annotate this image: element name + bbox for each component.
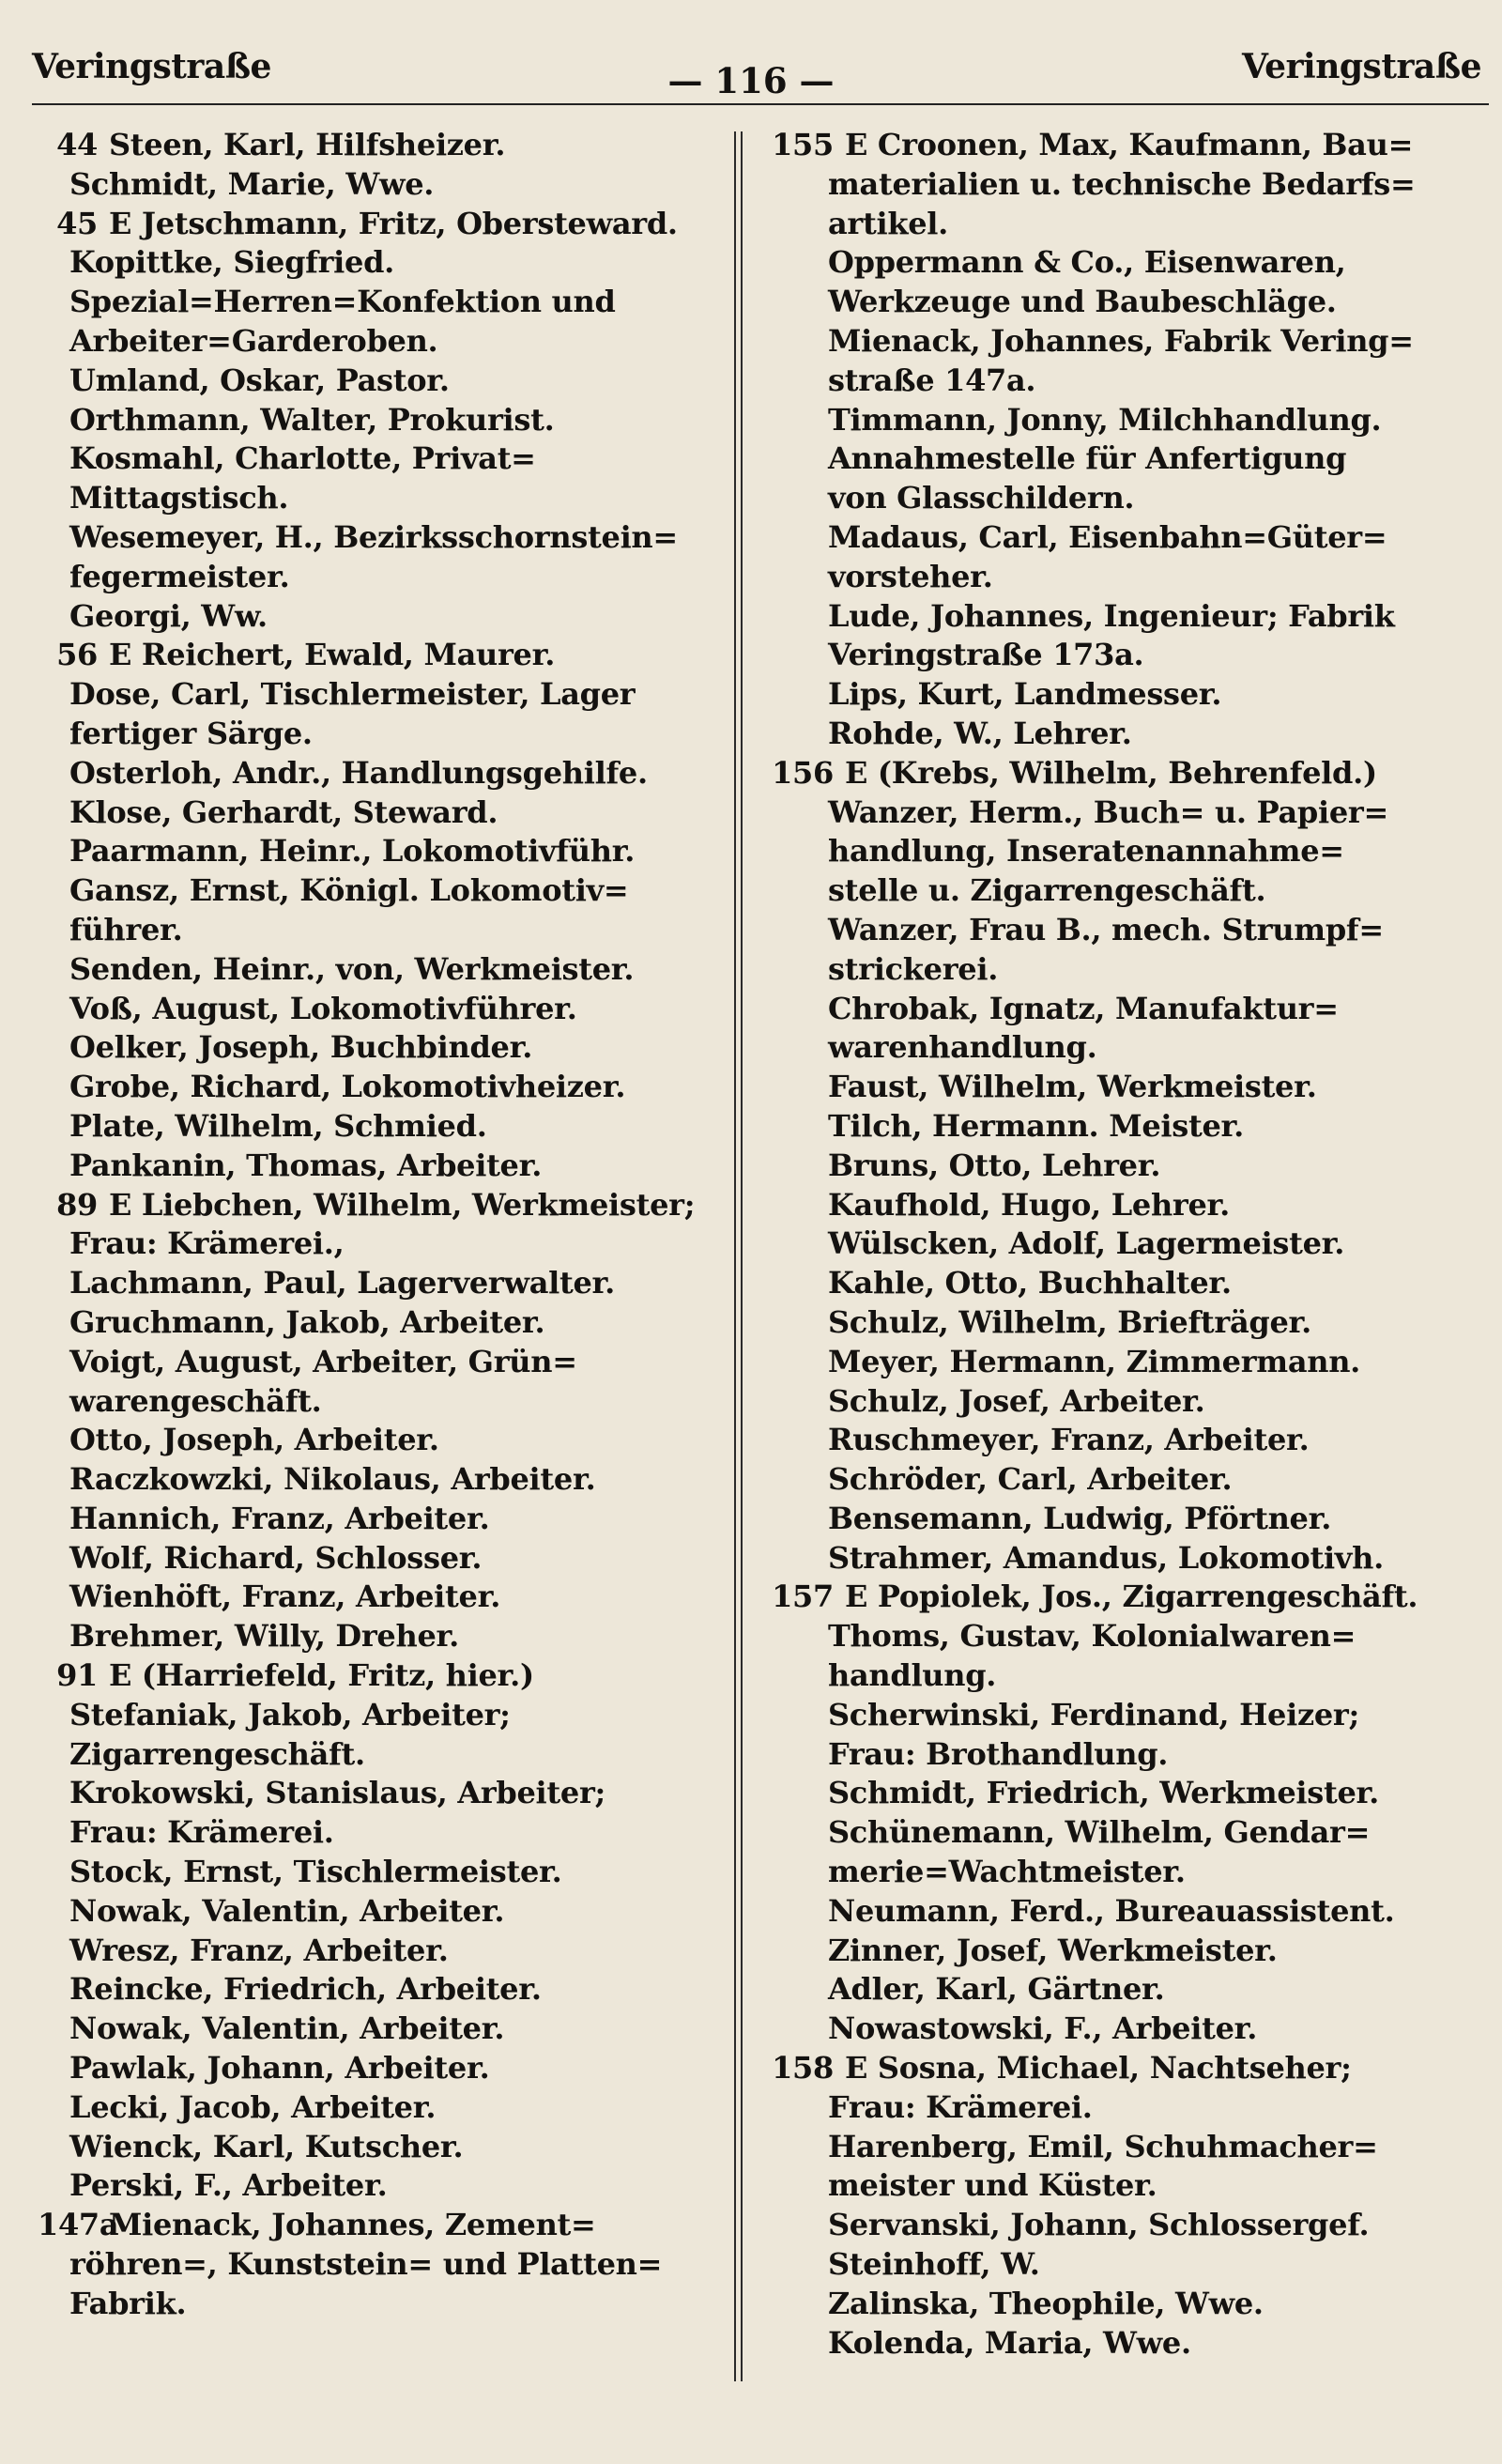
left-entry-line [38,597,723,637]
entry-text: Nowastowski, F., Arbeiter. [828,2010,1258,2047]
house-number: 89 [56,1186,98,1223]
right-entry-line [755,1500,1496,1539]
entry-text: Schünemann, Wilhelm, Gendar= [828,1814,1371,1851]
entry-text: Tilch, Hermann. Meister. [828,1107,1244,1144]
page-number: — 116 — [667,60,835,101]
entry-text: Thoms, Gustav, Kolonialwaren= [828,1618,1356,1655]
right-entry-line [755,439,1496,479]
right-entry-line [755,2245,1496,2285]
entry-text: Spezial=Herren=Konfektion und [69,284,616,320]
entry-text: Adler, Karl, Gärtner. [828,1971,1165,2008]
left-entry-line [38,2010,723,2049]
left-entry-line [38,1774,723,1813]
entry-text: Schulz, Wilhelm, Briefträger. [828,1303,1312,1340]
left-entry-line [38,1735,723,1775]
right-entry-line [755,2166,1496,2206]
left-entry-line [38,1853,723,1892]
right-entry-line [755,2206,1496,2245]
entry-text: straße 147a. [828,362,1036,398]
entry-text: Lude, Johannes, Ingenieur; Fabrik [828,597,1395,634]
entry-text: E (Krebs, Wilhelm, Behrenfeld.) [845,754,1377,791]
entry-text: Wanzer, Herm., Buch= u. Papier= [828,793,1388,830]
entry-text: Schmidt, Marie, Wwe. [69,165,435,202]
entry-text: Wesemeyer, H., Bezirksschornstein= [69,518,678,555]
right-entry-line [755,754,1496,793]
right-entry-line [755,283,1496,322]
running-head-right: Veringstraße [1242,47,1481,86]
right-entry-line [755,1932,1496,1971]
entry-text: Zinner, Josef, Werkmeister. [828,1932,1278,1968]
entry-text: Kaufhold, Hugo, Lehrer. [828,1186,1231,1223]
left-column [38,126,723,2324]
entry-text: Kahle, Otto, Buchhalter. [828,1265,1232,1301]
left-entry-line [38,1382,723,1422]
entry-text: Harenberg, Emil, Schuhmacher= [828,2128,1378,2164]
right-entry-line [755,950,1496,990]
left-entry-line [38,754,723,793]
entry-text: E Popiolek, Jos., Zigarrengeschäft. [845,1578,1418,1615]
entry-text: Reincke, Friedrich, Arbeiter. [69,1971,542,2008]
left-entry-line [38,1421,723,1460]
left-entry-line [38,950,723,990]
column-divider [734,131,743,2381]
right-entry-line [755,1460,1496,1500]
left-entry-line [38,283,723,322]
entry-text: stelle u. Zigarrengeschäft. [828,872,1266,909]
right-entry-line [755,1028,1496,1068]
left-entry-line [38,518,723,558]
entry-text: Annahmestelle für Anfertigung [828,440,1347,477]
entry-text: Stefaniak, Jakob, Arbeiter; [69,1696,511,1732]
entry-text: Steinhoff, W. [828,2246,1040,2283]
right-entry-line [755,2010,1496,2049]
entry-text: Steen, Karl, Hilfsheizer. [109,127,506,162]
entry-text: warenhandlung. [828,1029,1097,1066]
entry-text: Nowak, Valentin, Arbeiter. [69,1892,505,1929]
left-entry-line [38,1068,723,1107]
right-entry-line [755,1735,1496,1775]
left-entry-line [38,832,723,871]
right-entry-line [755,1186,1496,1225]
left-entry-line [38,990,723,1029]
entry-text: Frau: Brothandlung. [828,1735,1169,1772]
entry-text: Rohde, W., Lehrer. [828,715,1132,751]
right-entry-line [755,1970,1496,2010]
left-entry-line [38,1460,723,1500]
entry-text: Frau: Krämerei. [828,2088,1093,2125]
house-number: 56 [56,637,98,673]
entry-text: Arbeiter=Garderoben. [69,322,438,359]
right-entry-line [755,165,1496,205]
right-entry-line [755,832,1496,871]
entry-text: führer. [69,911,183,947]
right-column [755,126,1496,2363]
right-entry-line [755,715,1496,754]
entry-text: Voß, August, Lokomotivführer. [69,990,577,1026]
left-entry-line [38,636,723,675]
entry-text: strickerei. [828,950,999,987]
left-entry-line [38,1264,723,1303]
right-entry-line [755,1107,1496,1147]
entry-text: Madaus, Carl, Eisenbahn=Güter= [828,518,1387,555]
entry-text: Stock, Ernst, Tischlermeister. [69,1854,562,1890]
left-entry-line [38,1656,723,1696]
entry-text: Osterloh, Andr., Handlungsgehilfe. [69,754,648,791]
entry-text: Gansz, Ernst, Königl. Lokomotiv= [69,872,629,909]
right-entry-line [755,675,1496,715]
right-entry-line [755,2128,1496,2167]
entry-text: Otto, Joseph, Arbeiter. [69,1422,439,1458]
entry-text: Grobe, Richard, Lokomotivheizer. [69,1069,626,1105]
left-entry-line [38,1696,723,1735]
entry-text: warengeschäft. [69,1382,322,1419]
left-entry-line [38,322,723,362]
entry-text: Senden, Heinr., von, Werkmeister. [69,950,635,987]
entry-text: Strahmer, Amandus, Lokomotivh. [828,1539,1384,1576]
entry-text: Brehmer, Willy, Dreher. [69,1618,459,1655]
entry-text: Dose, Carl, Tischlermeister, Lager [69,676,636,713]
header-rule [32,103,1489,105]
entry-text: Voigt, August, Arbeiter, Grün= [69,1343,577,1379]
entry-text: Neumann, Ferd., Bureauassistent. [828,1892,1395,1929]
right-entry-line [755,558,1496,597]
left-entry-line [38,2088,723,2128]
entry-text: Kopittke, Siegfried. [69,244,395,281]
right-entry-line [755,2049,1496,2088]
entry-text: Schmidt, Friedrich, Werkmeister. [828,1775,1379,1811]
left-entry-line [38,439,723,479]
left-entry-line [38,1892,723,1932]
left-entry-line [38,1107,723,1147]
left-entry-line [38,1617,723,1656]
left-entry-line [38,1224,723,1264]
right-entry-line [755,1382,1496,1422]
left-entry-line [38,243,723,283]
left-entry-line [38,1813,723,1853]
entry-text: Wienck, Karl, Kutscher. [69,2128,464,2164]
right-entry-line [755,1224,1496,1264]
right-entry-line [755,597,1496,637]
right-entry-line [755,1068,1496,1107]
entry-text: Wolf, Richard, Schlosser. [69,1539,483,1576]
right-entry-line [755,1656,1496,1696]
entry-text: Pawlak, Johann, Arbeiter. [69,2050,490,2087]
entry-text: handlung. [828,1657,997,1694]
entry-text: Chrobak, Ignatz, Manufaktur= [828,990,1339,1026]
entry-text: Paarmann, Heinr., Lokomotivführ. [69,833,636,870]
entry-text: Pankanin, Thomas, Arbeiter. [69,1147,543,1183]
entry-text: Mittagstisch. [69,480,289,516]
entry-text: Mienack, Johannes, Fabrik Vering= [828,322,1414,359]
left-entry-line [38,2049,723,2088]
right-entry-line [755,1853,1496,1892]
entry-text: Faust, Wilhelm, Werkmeister. [828,1069,1317,1105]
entry-text: Kosmahl, Charlotte, Privat= [69,440,536,477]
running-head-left: Veringstraße [32,47,271,86]
entry-text: Raczkowzki, Nikolaus, Arbeiter. [69,1461,596,1498]
right-entry-line [755,1774,1496,1813]
right-entry-line [755,636,1496,675]
left-entry-line [38,205,723,244]
right-entry-line [755,243,1496,283]
entry-text: Perski, F., Arbeiter. [69,2167,388,2204]
entry-text: Mienack, Johannes, Zement= [109,2207,596,2243]
left-entry-line [38,401,723,440]
left-entry-line [38,793,723,833]
entry-text: Bensemann, Ludwig, Pförtner. [828,1500,1332,1536]
entry-text: E Croonen, Max, Kaufmann, Bau= [845,127,1414,162]
right-entry-line [755,126,1496,165]
right-entry-line [755,1696,1496,1735]
right-entry-line [755,871,1496,911]
house-number: 91 [56,1657,98,1694]
entry-text: Zalinska, Theophile, Wwe. [828,2285,1264,2321]
right-entry-line [755,990,1496,1029]
entry-text: Servanski, Johann, Schlossergef. [828,2207,1370,2243]
left-entry-line [38,1970,723,2010]
right-entry-line [755,911,1496,950]
left-entry-line [38,2206,723,2245]
left-entry-line [38,2285,723,2324]
entry-text: Scherwinski, Ferdinand, Heizer; [828,1696,1359,1732]
left-entry-line [38,1303,723,1343]
left-entry-line [38,1932,723,1971]
entry-text: Fabrik. [69,2285,187,2321]
entry-text: vorsteher. [828,558,993,594]
entry-text: Schulz, Josef, Arbeiter. [828,1382,1205,1419]
house-number: 156 [772,754,834,791]
right-entry-line [755,1617,1496,1656]
entry-text: von Glasschildern. [828,480,1135,516]
left-entry-line [38,1539,723,1578]
left-entry-line [38,165,723,205]
entry-text: artikel. [828,205,948,241]
entry-text: Lips, Kurt, Landmesser. [828,676,1222,713]
entry-text: E Liebchen, Wilhelm, Werkmeister; [109,1186,696,1223]
right-entry-line [755,518,1496,558]
entry-text: Lachmann, Paul, Lagerverwalter. [69,1265,616,1301]
left-entry-line [38,362,723,401]
house-number: 157 [772,1578,834,1615]
entry-text: Klose, Gerhardt, Steward. [69,793,498,830]
left-entry-line [38,2166,723,2206]
left-entry-line [38,1147,723,1186]
right-entry-line [755,1539,1496,1578]
entry-text: Orthmann, Walter, Prokurist. [69,401,555,438]
entry-text: Nowak, Valentin, Arbeiter. [69,2010,505,2047]
house-number: 158 [772,2050,834,2087]
right-entry-line [755,1892,1496,1932]
left-entry-line [38,1028,723,1068]
entry-text: Oelker, Joseph, Buchbinder. [69,1029,533,1066]
entry-text: Veringstraße 173a. [828,637,1144,673]
entry-text: materialien u. technische Bedarfs= [828,165,1416,202]
right-entry-line [755,2088,1496,2128]
entry-text: Frau: Krämerei. [69,1814,334,1851]
left-entry-line [38,479,723,518]
entry-text: Georgi, Ww. [69,597,268,634]
right-entry-line [755,1813,1496,1853]
entry-text: E (Harriefeld, Fritz, hier.) [109,1657,534,1694]
entry-text: Krokowski, Stanislaus, Arbeiter; [69,1775,606,1811]
left-entry-line [38,2245,723,2285]
right-entry-line [755,362,1496,401]
entry-text: meister und Küster. [828,2167,1157,2204]
left-entry-line [38,1500,723,1539]
entry-text: E Sosna, Michael, Nachtseher; [845,2050,1352,2087]
left-entry-line [38,675,723,715]
entry-text: Lecki, Jacob, Arbeiter. [69,2088,437,2125]
right-entry-line [755,1303,1496,1343]
entry-text: Bruns, Otto, Lehrer. [828,1147,1161,1183]
left-entry-line [38,1343,723,1382]
entry-text: Umland, Oskar, Pastor. [69,362,450,398]
left-entry-line [38,2128,723,2167]
right-entry-line [755,401,1496,440]
left-entry-line [38,1578,723,1617]
entry-text: Wanzer, Frau B., mech. Strumpf= [828,911,1384,947]
left-entry-line [38,911,723,950]
entry-text: röhren=, Kunststein= und Platten= [69,2246,663,2283]
house-number: 45 [56,205,98,241]
entry-text: E Jetschmann, Fritz, Obersteward. [109,205,678,241]
left-entry-line [38,1186,723,1225]
right-entry-line [755,322,1496,362]
entry-text: Wienhöft, Franz, Arbeiter. [69,1578,501,1615]
entry-text: Hannich, Franz, Arbeiter. [69,1500,490,1536]
right-entry-line [755,2324,1496,2364]
entry-text: Oppermann & Co., Eisenwaren, [828,244,1346,281]
entry-text: Kolenda, Maria, Wwe. [828,2324,1191,2361]
entry-text: Schröder, Carl, Arbeiter. [828,1461,1233,1498]
entry-text: fegermeister. [69,558,290,594]
right-entry-line [755,2285,1496,2324]
entry-text: fertiger Särge. [69,715,313,751]
left-entry-line [38,871,723,911]
entry-text: merie=Wachtmeister. [828,1854,1186,1890]
entry-text: Ruschmeyer, Franz, Arbeiter. [828,1422,1310,1458]
right-entry-line [755,205,1496,244]
house-number: 44 [56,127,98,162]
entry-text: handlung, Inseratenannahme= [828,833,1344,870]
entry-text: Timmann, Jonny, Milchhandlung. [828,401,1382,438]
right-entry-line [755,1147,1496,1186]
right-entry-line [755,479,1496,518]
entry-text: E Reichert, Ewald, Maurer. [109,637,556,673]
entry-text: Gruchmann, Jakob, Arbeiter. [69,1303,545,1340]
entry-text: Werkzeuge und Baubeschläge. [828,284,1337,320]
house-number: 147a [38,2207,119,2243]
right-entry-line [755,793,1496,833]
entry-text: Frau: Krämerei., [69,1225,345,1262]
right-entry-line [755,1264,1496,1303]
entry-text: Zigarrengeschäft. [69,1735,365,1772]
left-entry-line [38,126,723,165]
entry-text: Plate, Wilhelm, Schmied. [69,1107,487,1144]
entry-text: Wresz, Franz, Arbeiter. [69,1932,449,1968]
entry-text: Wülscken, Adolf, Lagermeister. [828,1225,1345,1262]
house-number: 155 [772,127,834,162]
right-entry-line [755,1343,1496,1382]
entry-text: Meyer, Hermann, Zimmermann. [828,1343,1361,1379]
right-entry-line [755,1578,1496,1617]
left-entry-line [38,558,723,597]
right-entry-line [755,1421,1496,1460]
left-entry-line [38,715,723,754]
